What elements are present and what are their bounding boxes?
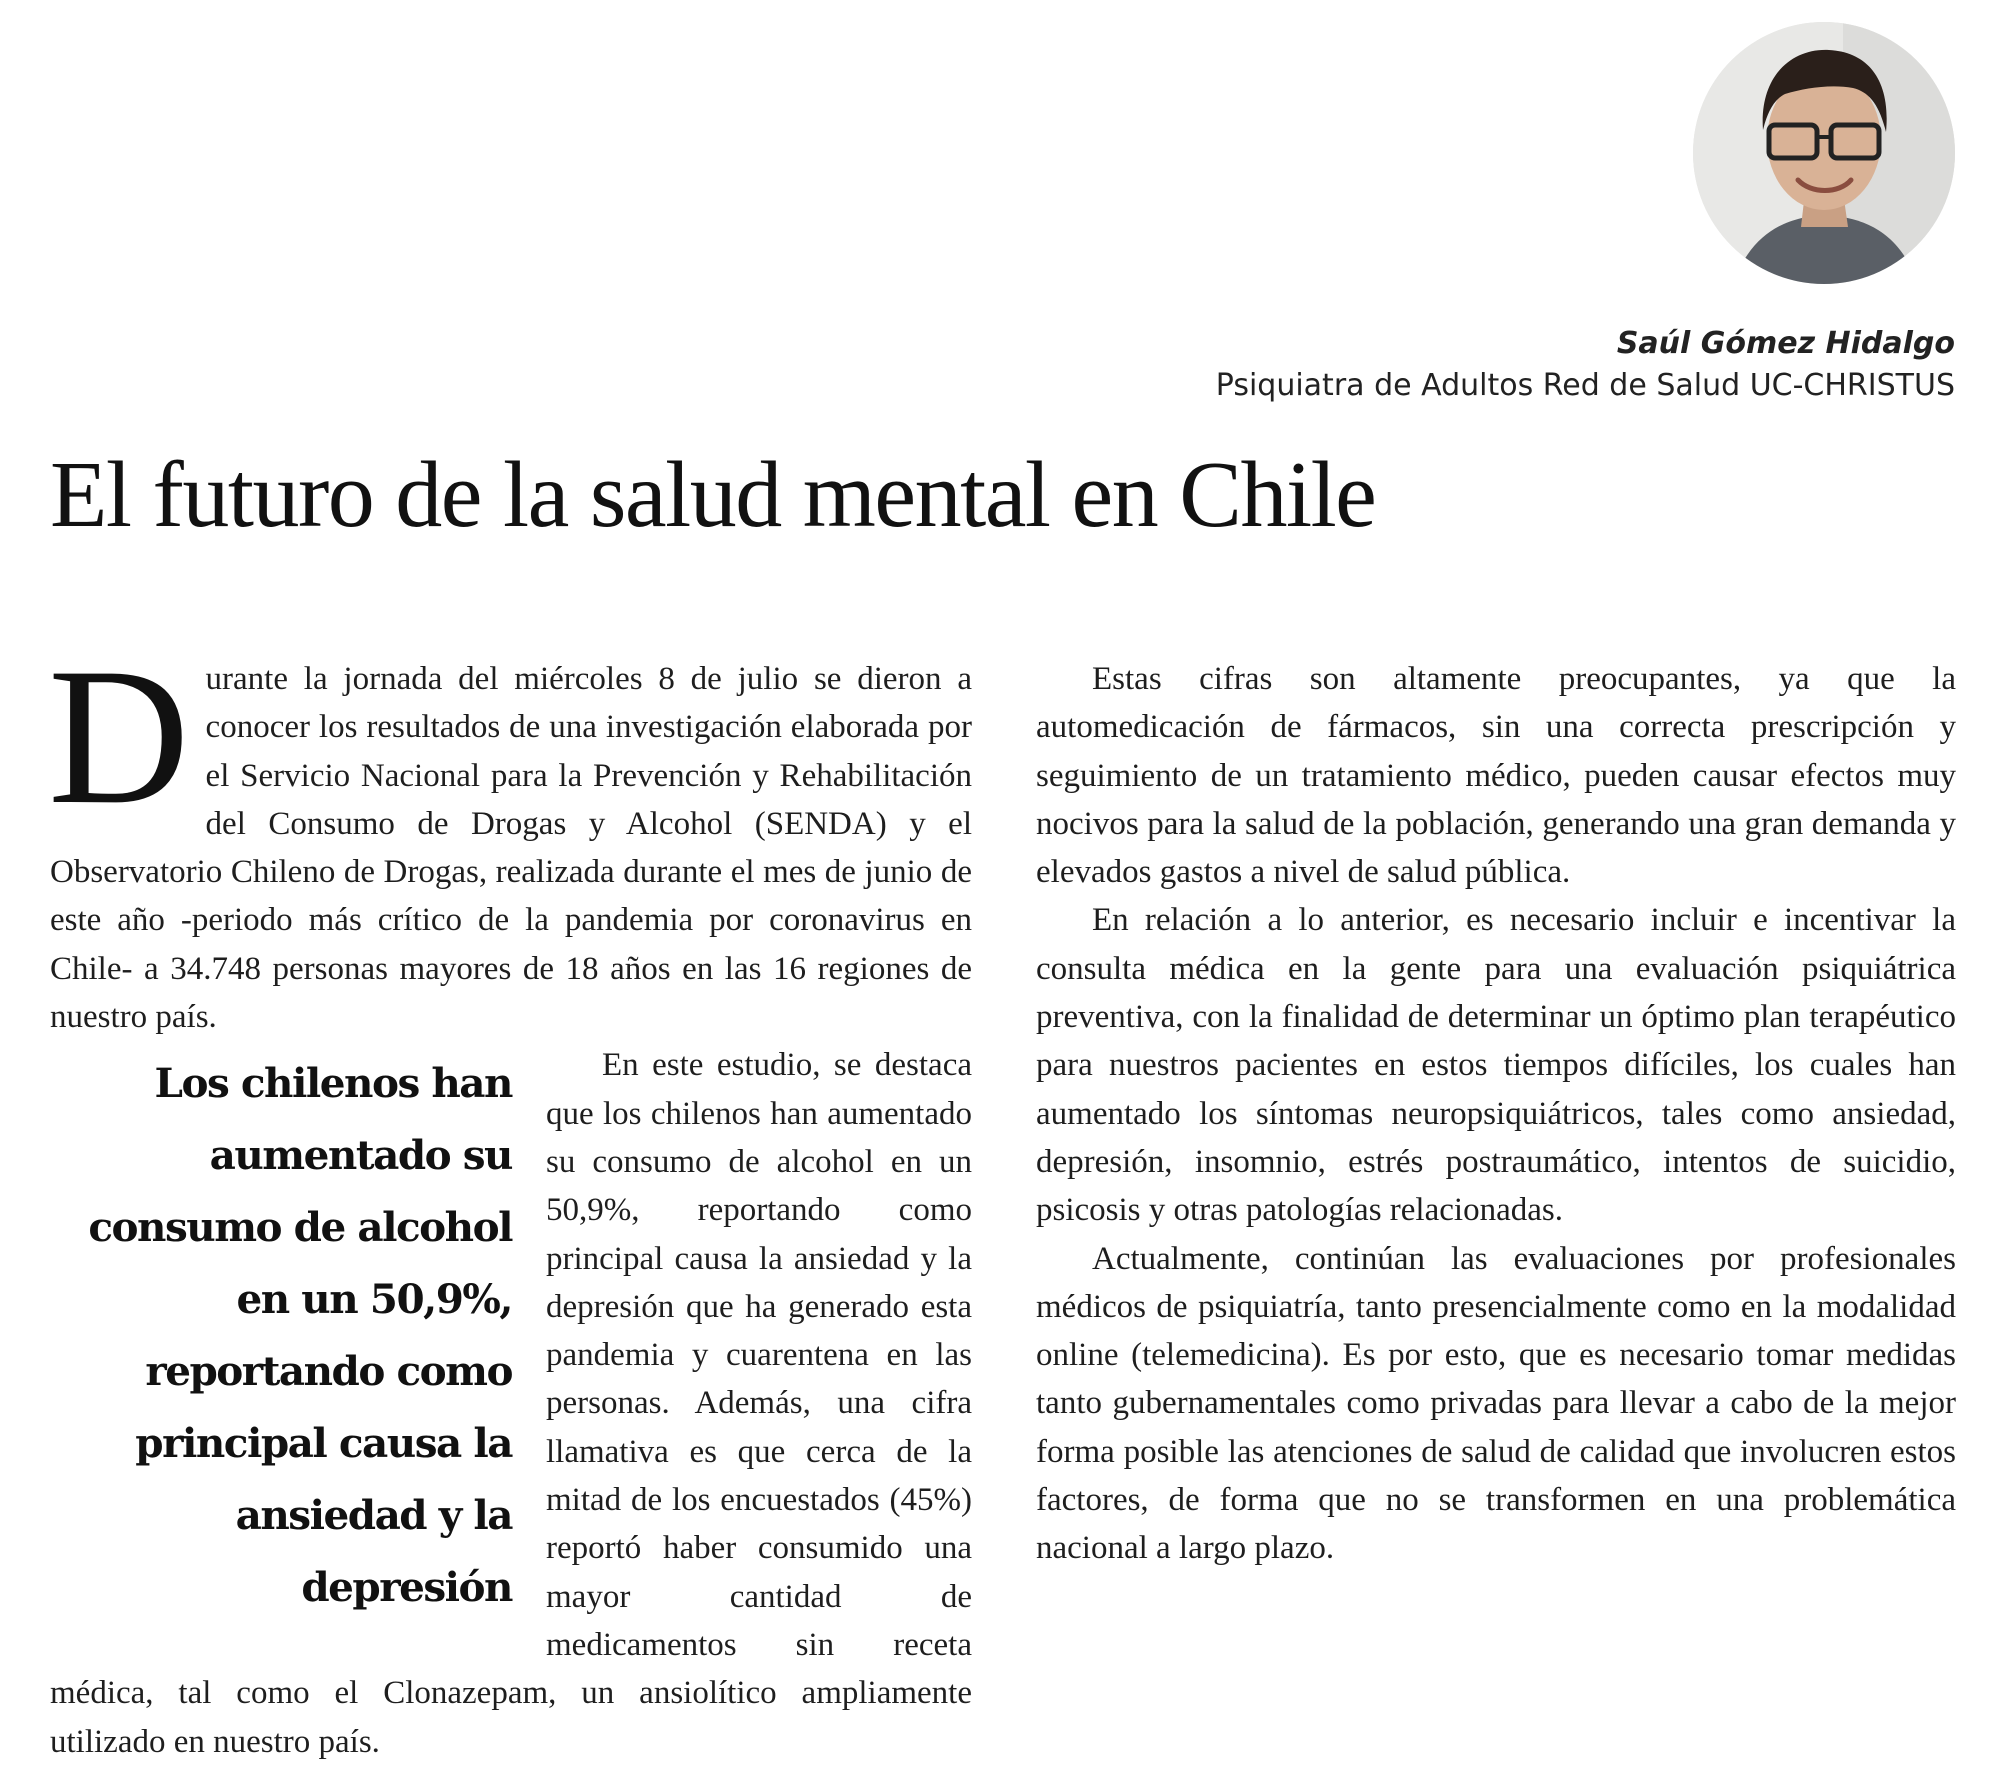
pull-quote: Los chilenos han aumentado su consumo de alcohol en un 50,9%, reportando como principal causa la ansiedad y la depresión (88, 1059, 512, 1612)
paragraph-2: En este estudio, se destaca que los chilenos han aumentado su consumo de alcohol en un 50,9%, reportando como principal causa la ansiedad y la depresión que ha generado esta pandemia y cuarentena en las personas. Además, una cifra llamativa es que cerca de la mitad de los encuestados (45%) reportó haber consumido una mayor cantidad de medicamentos sin receta médica, tal como el Clonazepam, un ansiolítico ampliamente utilizado en nuestro país. (50, 1047, 972, 1760)
author-title: Psiquiatra de Adultos Red de Salud UC-CHRISTUS (1215, 368, 1955, 403)
article-column-right (1036, 655, 1956, 1573)
byline (1216, 323, 1955, 407)
article-column-left (48, 628, 972, 1766)
paragraph-3: Estas cifras son altamente preocupantes, ya que la automedicación de fármacos, sin una correcta prescripción y seguimiento de un tratamiento médico, pueden causar efectos muy nocivos para la salud de la población, generando una gran demanda y elevados gastos a nivel de salud pública. (1036, 661, 1956, 891)
paragraph-1 (48, 628, 972, 1041)
paragraph-5: Actualmente, continúan las evaluaciones por profesionales médicos de psiquiatría, tanto presencialmente como en la modalidad online (telemedicina). Es por esto, que es necesario tomar medidas tanto gubernamentales como privadas para llevar a cabo de la mejor forma posible las atenciones de salud de calidad que involucren estos factores, de forma que no se transformen en una problemática nacional a largo plazo. (1036, 1240, 1956, 1567)
paragraph-1-text: urante la jornada del miércoles 8 de julio se dieron a conocer los resultados de una investigación elaborada por el Servicio Nacional para la Prevención y Rehabilitación del Consumo de Drogas y Alcohol (SENDA) y el Observatorio Chileno de Drogas, realizada durante el mes de junio de este año -periodo más crítico de la pandemia por coronavirus en Chile- a 34.748 personas mayores de 18 años en las 16 regiones de nuestro país. (50, 661, 972, 1036)
paragraph-4: En relación a lo anterior, es necesario incluir e incentivar la consulta médica en la gente para una evaluación psiquiátrica preventiva, con la finalidad de determinar un óptimo plan terapéutico para nuestros pacientes en estos tiempos difíciles, los cuales han aumentado los síntomas neuropsiquiátricos, tales como ansiedad, depresión, insomnio, estrés postraumático, intentos de suicidio, psicosis y otras patologías relacionadas. (1036, 902, 1956, 1229)
author-portrait-image (1693, 22, 1955, 284)
author-name: Saúl Gómez Hidalgo (1616, 326, 1955, 361)
drop-cap: D (48, 628, 190, 845)
article-headline: El futuro de la salud mental en Chile (50, 443, 1376, 547)
author-photo (1693, 22, 1955, 284)
